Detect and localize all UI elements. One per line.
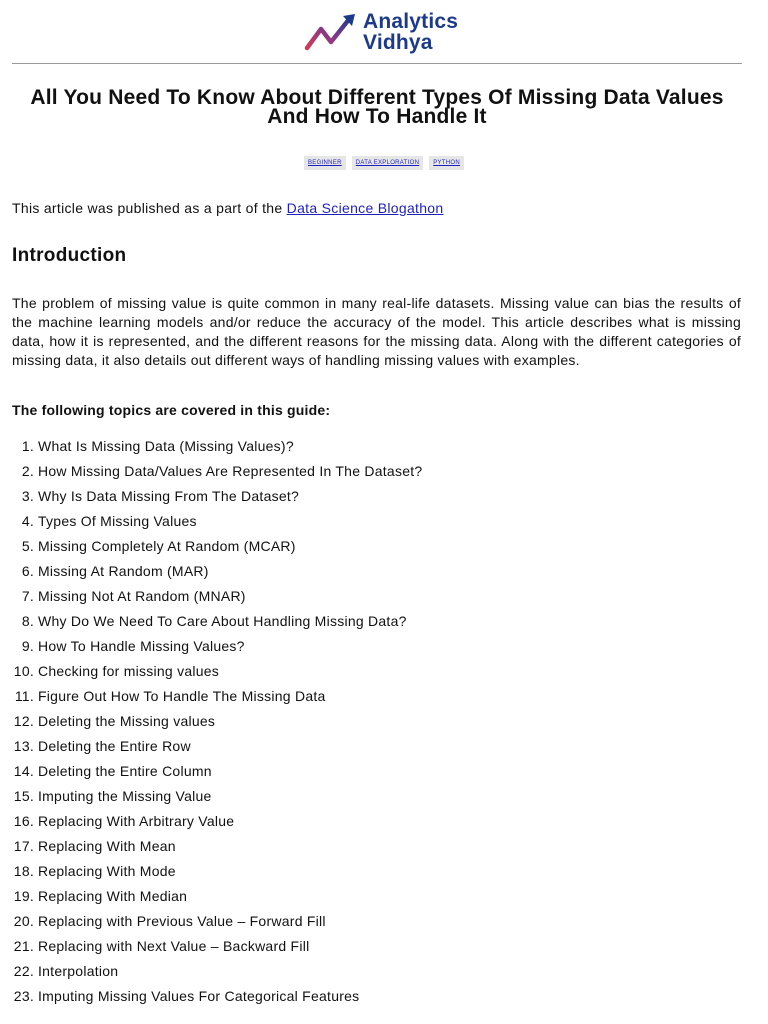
topic-label: Deleting the Missing values	[38, 713, 216, 729]
topic-number: 1.	[21, 438, 34, 454]
tag-beginner[interactable]: BEGINNER	[304, 156, 346, 170]
topic-label: How Missing Data/Values Are Represented In The Dataset?	[38, 463, 423, 479]
topic-item	[0, 761, 740, 786]
topic-number: 11.	[14, 688, 34, 704]
topic-item	[0, 811, 740, 836]
topics-list	[0, 436, 740, 1011]
topic-number: 10.	[13, 663, 34, 679]
topic-label: Deleting the Entire Row	[38, 738, 191, 754]
topic-number: 13.	[13, 738, 34, 754]
topic-item	[0, 911, 740, 936]
topic-number: 14.	[13, 763, 34, 779]
topic-item	[0, 511, 740, 536]
topic-item	[0, 661, 740, 686]
topic-number: 12.	[13, 713, 34, 729]
topic-number: 17.	[13, 838, 34, 854]
topic-item	[0, 736, 740, 761]
topic-item	[0, 436, 740, 461]
topic-item	[0, 986, 740, 1011]
topic-label: Replacing With Arbitrary Value	[38, 813, 235, 829]
tag-data-exploration[interactable]: DATA EXPLORATION	[352, 156, 423, 170]
topic-item	[0, 786, 740, 811]
topic-item	[0, 486, 740, 511]
tag-list	[0, 156, 768, 170]
topic-label: Replacing With Mean	[38, 838, 176, 854]
logo-wordmark	[363, 11, 458, 53]
topic-label: Missing Not At Random (MNAR)	[38, 588, 246, 604]
topic-number: 3.	[21, 488, 34, 504]
topic-item	[0, 536, 740, 561]
topic-item	[0, 936, 740, 961]
topic-item	[0, 961, 740, 986]
topic-number: 8.	[21, 613, 34, 629]
topic-number: 2.	[21, 463, 34, 479]
topic-label: Imputing Missing Values For Categorical Features	[38, 988, 360, 1004]
logo-line-2: Vidhya	[363, 31, 433, 54]
article-title: All You Need To Know About Different Types Of Missing Data Values And How To Handle It	[30, 86, 724, 128]
topic-label: Figure Out How To Handle The Missing Data	[38, 688, 326, 704]
topic-item	[0, 711, 740, 736]
topic-number: 7.	[21, 588, 34, 604]
topic-number: 15.	[13, 788, 34, 804]
topic-label: Replacing With Mode	[38, 863, 176, 879]
topic-label: Replacing With Median	[38, 888, 188, 904]
topic-number: 19.	[13, 888, 34, 904]
topic-label: Why Do We Need To Care About Handling Missing Data?	[38, 613, 407, 629]
topic-item	[0, 686, 740, 711]
topic-item	[0, 461, 740, 486]
topic-label: Why Is Data Missing From The Dataset?	[38, 488, 300, 504]
published-prefix: This article was published as a part of the	[12, 200, 287, 216]
topic-item	[0, 836, 740, 861]
tag-python[interactable]: PYTHON	[429, 156, 464, 170]
topic-item	[0, 561, 740, 586]
topic-label: Missing At Random (MAR)	[38, 563, 209, 579]
topic-label: Imputing the Missing Value	[38, 788, 212, 804]
introduction-heading: Introduction	[12, 245, 127, 266]
topic-number: 9.	[21, 638, 34, 654]
topic-number: 5.	[21, 538, 34, 554]
topic-number: 21.	[13, 938, 34, 954]
logo-chart-icon	[304, 12, 358, 52]
topic-label: Types Of Missing Values	[38, 513, 197, 529]
topic-number: 23.	[13, 988, 34, 1004]
topic-number: 6.	[21, 563, 34, 579]
topic-item	[0, 611, 740, 636]
topic-item	[0, 586, 740, 611]
topic-number: 18.	[13, 863, 34, 879]
blogathon-link[interactable]: Data Science Blogathon	[286, 200, 444, 216]
topic-number: 22.	[13, 963, 34, 979]
topic-item	[0, 636, 740, 661]
logo-line-1: Analytics	[363, 10, 459, 33]
site-header	[12, 0, 742, 64]
topic-number: 16.	[13, 813, 34, 829]
topic-label: Replacing with Previous Value – Forward Fill	[38, 913, 326, 929]
topic-label: Replacing with Next Value – Backward Fill	[38, 938, 310, 954]
topic-number: 4.	[21, 513, 34, 529]
topic-label: Interpolation	[38, 963, 119, 979]
topic-item	[0, 861, 740, 886]
topic-item	[0, 886, 740, 911]
topic-label: Missing Completely At Random (MCAR)	[38, 538, 296, 554]
analytics-vidhya-logo[interactable]	[304, 10, 474, 56]
introduction-paragraph: The problem of missing value is quite common in many real-life datasets. Missing value can bias the results of the machine learning models and/or reduce the accuracy of the model. This article describes what is missing data, how it is represented, and the different reasons for the missing data. Along with the different categories of missing data, it also details out different ways of handling missing values with examples.	[12, 295, 741, 368]
topic-label: Deleting the Entire Column	[38, 763, 212, 779]
topic-label: How To Handle Missing Values?	[38, 638, 245, 654]
topic-label: Checking for missing values	[38, 663, 220, 679]
topic-label: What Is Missing Data (Missing Values)?	[38, 438, 294, 454]
topics-heading: The following topics are covered in this guide:	[12, 402, 331, 418]
topic-number: 20.	[13, 913, 34, 929]
published-note	[12, 199, 444, 217]
